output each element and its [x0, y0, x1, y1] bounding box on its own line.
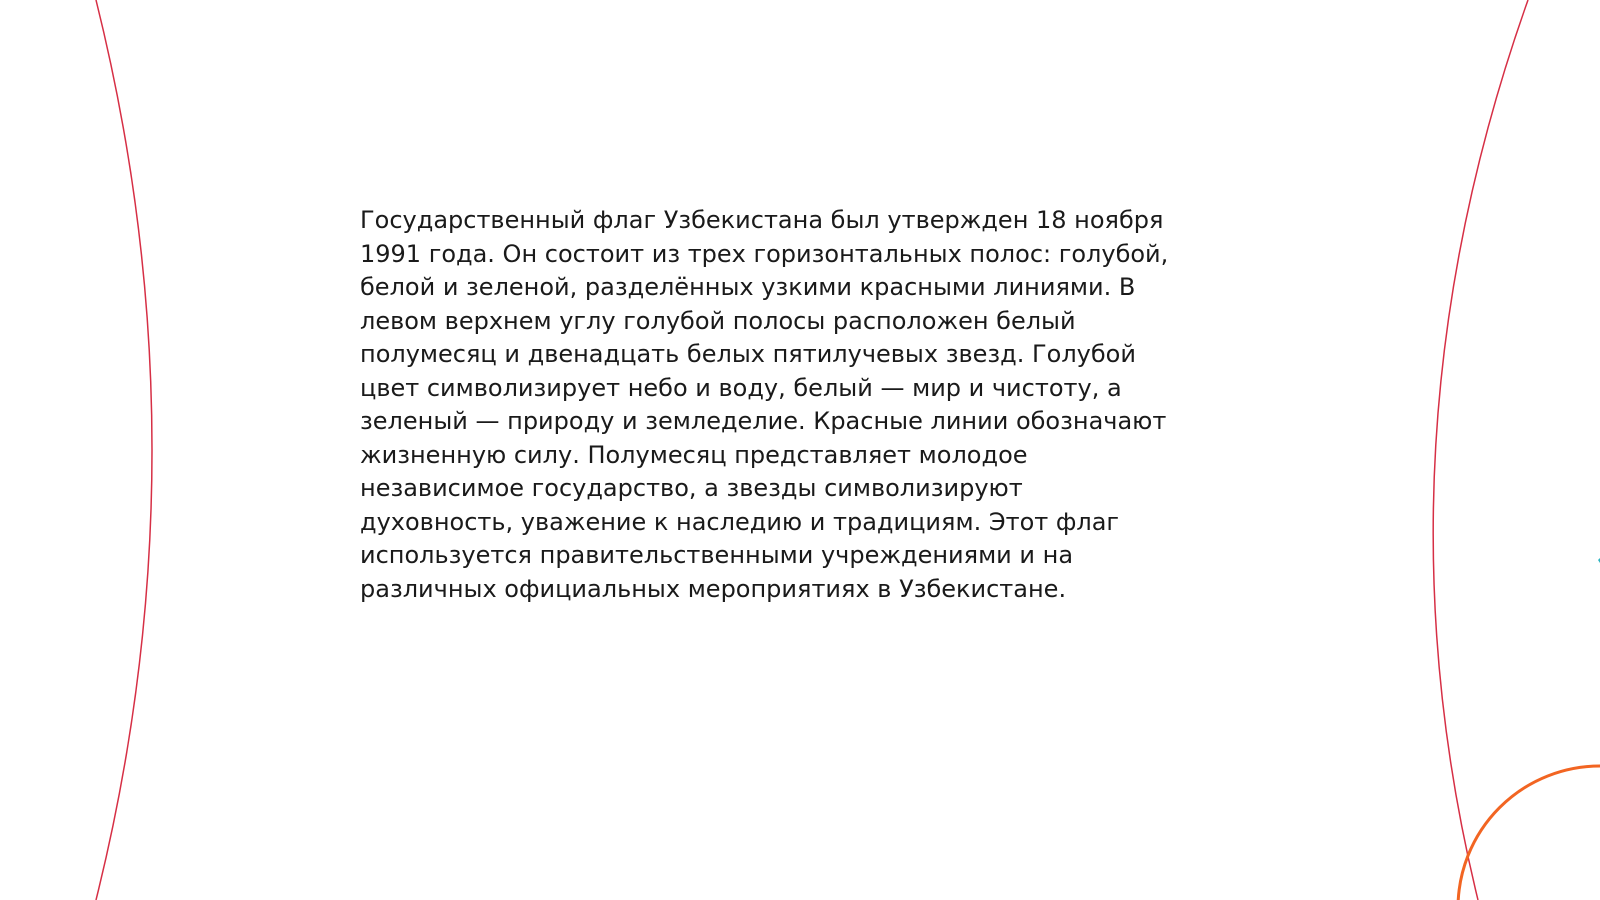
- right-arc-line: [1433, 0, 1528, 900]
- orange-circle-outline: [1458, 766, 1600, 900]
- flag-description-text: Государственный флаг Узбекистана был утвержден 18 ноября 1991 года. Он состоит из трех горизонтальных полос: голубой, белой и зеленой, разделённых узкими красными линиями. В левом верхнем углу голубой полосы расположен белый полумесяц и двенадцать белых пятилучевых звезд. Голубой цвет символизирует небо и воду, белый — мир и чистоту, а зеленый — природу и земледелие. Красные линии обозначают жизненную силу. Полумесяц представляет молодое независимое государство, а звезды символизируют духовность, уважение к наследию и традициям. Этот флаг используется правительственными учреждениями и на различных официальных мероприятиях в Узбекистане.: [360, 206, 1169, 603]
- left-arc-line: [96, 0, 152, 900]
